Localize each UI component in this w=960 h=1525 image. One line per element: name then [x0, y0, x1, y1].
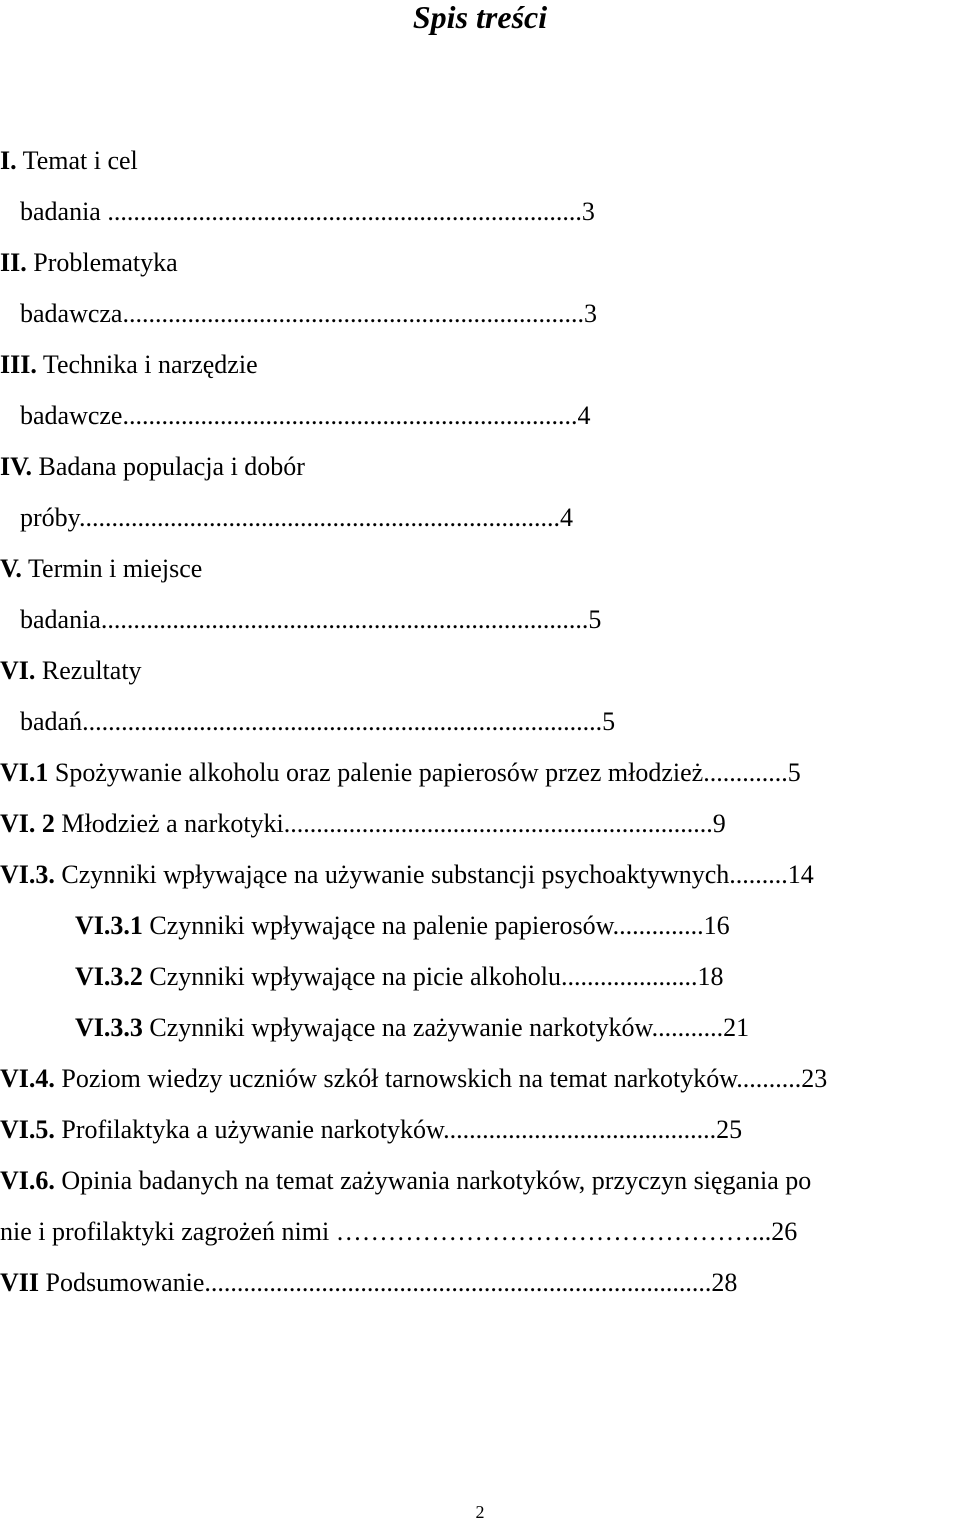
toc-entry-number: VI.3.3	[75, 1013, 143, 1042]
toc-entry	[0, 554, 202, 584]
toc-entry-number: VI. 2	[0, 809, 55, 838]
toc-entry	[0, 146, 138, 176]
toc-entry	[0, 248, 178, 278]
toc-entry	[0, 758, 801, 788]
toc-entry	[0, 350, 258, 380]
toc-entry-text: Badana populacja i dobór	[38, 452, 305, 481]
toc-entry	[0, 1166, 811, 1196]
toc-entry-number: VII	[0, 1268, 40, 1297]
toc-entry	[0, 1268, 737, 1298]
toc-entry-text: Profilaktyka a używanie narkotyków..........................................25	[61, 1115, 743, 1144]
toc-entry-text: Podsumowanie..............................................................................28	[45, 1268, 738, 1297]
toc-entry-number: VI.3.2	[75, 962, 143, 991]
toc-entry-text: Poziom wiedzy uczniów szkół tarnowskich na temat narkotyków..........23	[61, 1064, 828, 1093]
page-title: Spis treści	[412, 0, 548, 35]
toc-entry	[75, 962, 723, 992]
toc-entry-number: VI.6.	[0, 1166, 55, 1195]
toc-entry-number: VI.	[0, 656, 36, 685]
toc-entry-number: VI.4.	[0, 1064, 55, 1093]
toc-entry	[20, 299, 597, 329]
toc-entry-text: Problematyka	[33, 248, 178, 277]
toc-entry-text: Czynniki wpływające na zażywanie narkotyków...........21	[149, 1013, 750, 1042]
toc-entry	[0, 1115, 742, 1145]
toc-entry	[0, 860, 814, 890]
toc-entry-text: Czynniki wpływające na picie alkoholu.....................18	[149, 962, 724, 991]
toc-entry	[75, 1013, 749, 1043]
toc-entry-number: VI.3.1	[75, 911, 143, 940]
toc-entry	[75, 911, 730, 941]
toc-entry	[0, 452, 305, 482]
toc-entry	[0, 1217, 797, 1247]
toc-entry-text: badawcza.......................................................................3	[20, 299, 597, 328]
toc-entry-text: Rezultaty	[41, 656, 142, 685]
toc-entry	[20, 605, 601, 635]
toc-entry-number: VI.1	[0, 758, 49, 787]
toc-entry-text: Spożywanie alkoholu oraz palenie papierosów przez młodzież.............5	[54, 758, 801, 787]
toc-entry	[20, 503, 573, 533]
toc-entry-text: badania...........................................................................5	[20, 605, 602, 634]
toc-entry-text: Opinia badanych na temat zażywania narkotyków, przyczyn sięgania po	[61, 1166, 812, 1195]
toc-entry	[20, 401, 590, 431]
toc-entry	[20, 707, 615, 737]
toc-entry	[0, 1064, 827, 1094]
toc-entry-text: nie i profilaktyki zagrożeń nimi …………………………………………...26	[0, 1217, 798, 1246]
toc-entry-text: badania .........................................................................3	[20, 197, 595, 226]
toc-entry-number: VI.3.	[0, 860, 55, 889]
toc-entry-number: I.	[0, 146, 17, 175]
toc-entry-text: badawcze......................................................................4	[20, 401, 591, 430]
toc-entry-number: IV.	[0, 452, 33, 481]
toc-entry-text: próby..........................................................................4	[20, 503, 573, 532]
toc-entry-text: Czynniki wpływające na używanie substancji psychoaktywnych.........14	[61, 860, 814, 889]
toc-entry-text: Termin i miejsce	[27, 554, 203, 583]
page-number: 2	[475, 1502, 485, 1522]
toc-entry-text: Czynniki wpływające na palenie papierosów..............16	[149, 911, 730, 940]
toc-entry	[20, 197, 595, 227]
toc-entry	[0, 656, 142, 686]
toc-entry-number: III.	[0, 350, 37, 379]
toc-entry-text: Technika i narzędzie	[42, 350, 258, 379]
toc-entry-number: VI.5.	[0, 1115, 55, 1144]
toc-entry	[0, 809, 726, 839]
toc-entry-text: badań................................................................................5	[20, 707, 616, 736]
toc-entry-number: V.	[0, 554, 22, 583]
toc-entry-number: II.	[0, 248, 27, 277]
toc-entry-text: Temat i cel	[22, 146, 138, 175]
toc-entry-text: Młodzież a narkotyki..................................................................9	[61, 809, 726, 838]
